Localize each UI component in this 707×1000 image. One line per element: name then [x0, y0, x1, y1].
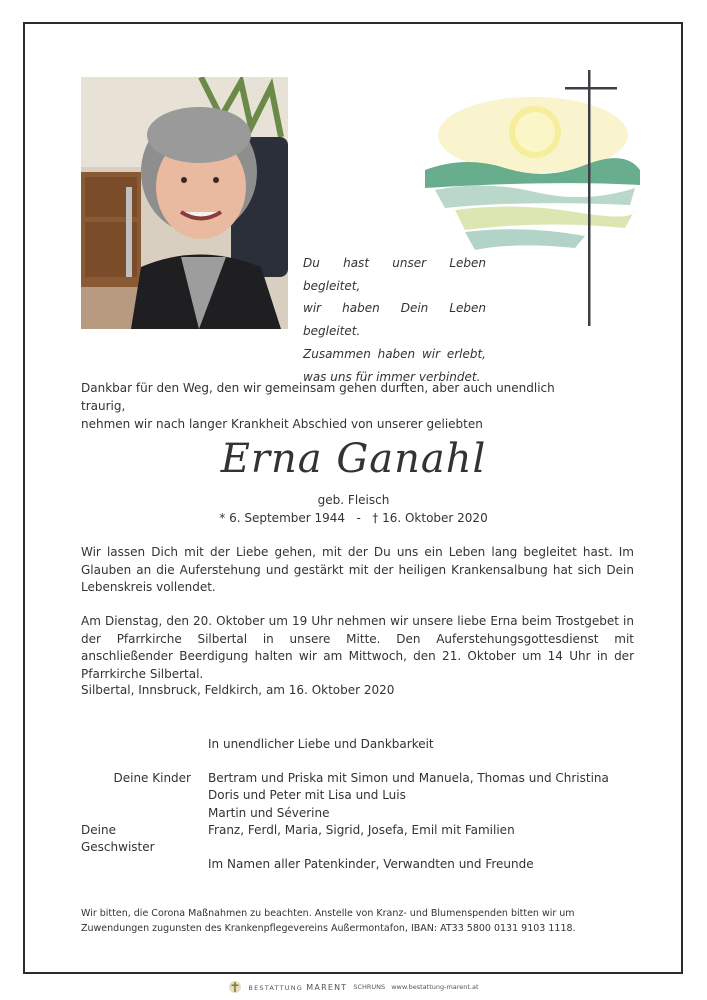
brand-name: MARENT: [306, 982, 348, 992]
brand-prefix: BESTATTUNG: [248, 983, 304, 992]
children-item: Martin und Séverine: [208, 805, 330, 820]
intro-text: [81, 379, 601, 433]
children-item: Doris und Peter mit Lisa und Luis: [208, 788, 406, 803]
service-paragraph: Am Dienstag, den 20. Oktober um 19 Uhr nehmen wir unsere liebe Erna beim Trostgebet in der Pfarrkirche Silbertal in unsere Mitte. Den Auferstehungsgottesdienst mit anschließender Beerdigung halten wir am Mittwoch, den 21. Oktober um 14 Uhr in der Pfarrkirche Silbertal.: [81, 614, 634, 681]
children-item: Bertram und Priska mit Simon und Manuela, Thomas und Christina: [208, 771, 609, 785]
intro-line: Dankbar für den Weg, den wir gemeinsam gehen durften, aber auch unendlich traurig,: [81, 381, 555, 413]
portrait-photo: [81, 77, 288, 329]
brand-text: [248, 983, 347, 992]
donation-note-line: Wir bitten, die Corona Maßnahmen zu beachten. Anstelle von Kranz- und Blumenspenden bitten wir um: [81, 908, 575, 919]
life-dates: * 6. September 1944 - † 16. Oktober 2020: [219, 511, 488, 525]
deceased-name: Erna Ganahl: [220, 436, 487, 482]
poem: [303, 252, 486, 388]
birth-name: geb. Fleisch: [317, 493, 390, 507]
leaf-cross-icon: [228, 980, 242, 994]
poem-line: wir haben Dein Leben begleitet.: [303, 301, 486, 339]
place-date: Silbertal, Innsbruck, Feldkirch, am 16. Oktober 2020: [81, 683, 395, 697]
children-label: Deine Kinder: [113, 771, 191, 785]
poem-line: Du hast unser Leben begleitet,: [303, 256, 486, 293]
donation-note-line: Zuwendungen zugunsten des Krankenpflegevereins Außermontafon, IBAN: AT33 5800 0131 9103 1118.: [81, 923, 576, 934]
cross-vertical: [588, 70, 591, 326]
closing-line: Im Namen aller Patenkinder, Verwandten und Freunde: [208, 857, 534, 871]
cross-horizontal: [565, 87, 617, 90]
farewell-paragraph: Wir lassen Dich mit der Liebe gehen, mit der Du uns ein Leben lang begleitet hast. Im Glauben an die Auferstehung und gestärkt mit der heiligen Krankensalbung hat sich Dein Lebenskreis vollendet.: [81, 545, 634, 594]
brand-town: SCHRUNS: [353, 983, 386, 991]
siblings-list: Franz, Ferdl, Maria, Sigrid, Josefa, Emil mit Familien: [208, 823, 515, 837]
funeral-home-brand: [0, 974, 707, 1000]
poem-line: Zusammen haben wir erlebt,: [303, 346, 486, 361]
intro-line: nehmen wir nach langer Krankheit Abschied von unserer geliebten: [81, 417, 483, 431]
thanks-line: In unendlicher Liebe und Dankbarkeit: [208, 737, 434, 751]
poem-line: was uns für immer verbindet.: [303, 369, 481, 384]
children-list: [208, 770, 648, 822]
brand-url[interactable]: www.bestattung-marent.at: [391, 983, 479, 991]
donation-note: [81, 906, 641, 936]
siblings-label: Deine Geschwister: [81, 823, 155, 855]
